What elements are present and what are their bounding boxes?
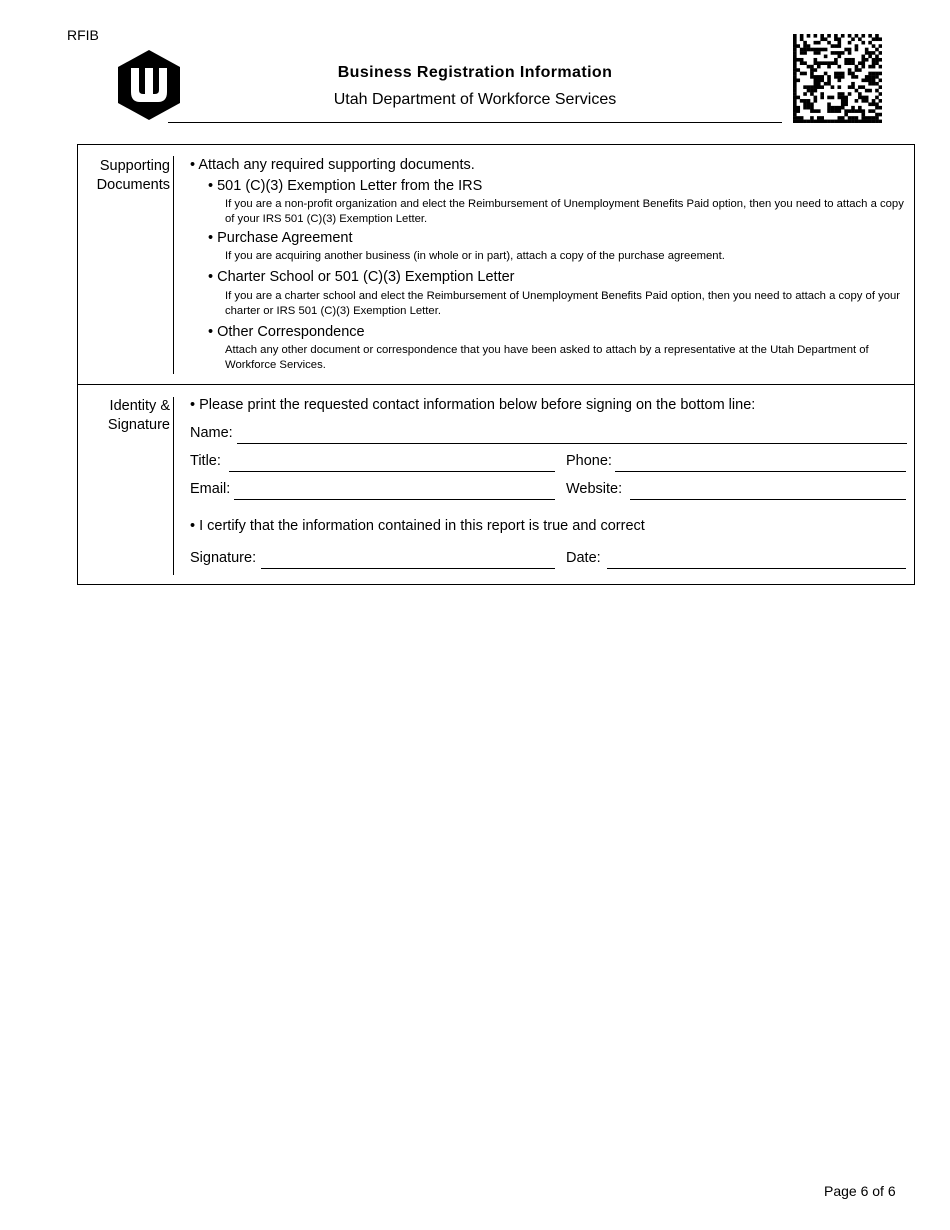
email-label: Email: <box>190 481 231 497</box>
page-subtitle: Utah Department of Workforce Services <box>333 91 617 108</box>
signature-field[interactable] <box>261 568 555 569</box>
title-label: Title: <box>190 453 221 469</box>
page-number: Page 6 of 6 <box>824 1183 896 1199</box>
doc-item-title: • Other Correspondence <box>208 324 365 340</box>
email-field[interactable] <box>234 499 555 500</box>
header-divider <box>168 122 782 123</box>
doc-item-description: If you are acquiring another business (in whole or in part), attach a copy of the purchase agreement. <box>225 250 725 262</box>
2d-barcode-icon <box>793 34 882 123</box>
identity-label-line1: Identity & <box>109 398 170 414</box>
supporting-documents-label-line2: Documents <box>96 177 170 193</box>
identity-label-line2: Signature <box>107 417 170 433</box>
doc-item-title-text: Purchase Agreement <box>217 230 353 246</box>
dws-logo-icon <box>118 50 180 120</box>
phone-field[interactable] <box>615 471 906 472</box>
doc-item-description: If you are a non-profit organization and elect the Reimbursement of Unemployment Benefits Paid option, then you need to attach a copy of your IRS 501 (C)(3) Exemption Letter. <box>225 198 904 225</box>
website-label: Website: <box>566 481 623 497</box>
doc-item-description: If you are a charter school and elect the Reimbursement of Unemployment Benefits Paid option, then you need to attach a copy of your charter or IRS 501 (C)(3) Exemption Letter. <box>225 290 901 317</box>
certification-text: I certify that the information contained in this report is true and correct <box>199 518 645 534</box>
identity-signature-rule <box>173 397 174 575</box>
doc-item-title-text: Charter School or 501 (C)(3) Exemption Letter <box>217 269 515 285</box>
doc-item-title: • 501 (C)(3) Exemption Letter from the IRS <box>208 178 483 194</box>
contact-instruction: • Please print the requested contact information below before signing on the bottom line: <box>190 397 756 413</box>
supporting-documents-label <box>97 157 170 195</box>
title-field[interactable] <box>229 471 555 472</box>
form-code: RFIB <box>67 27 99 43</box>
phone-label: Phone: <box>566 453 612 469</box>
contact-instruction-text: Please print the requested contact information below before signing on the bottom line: <box>199 397 756 413</box>
doc-item-title: • Purchase Agreement <box>208 230 353 246</box>
website-field[interactable] <box>630 499 906 500</box>
doc-item-title: • Charter School or 501 (C)(3) Exemption Letter <box>208 269 515 285</box>
supporting-intro-text: Attach any required supporting documents. <box>198 157 475 173</box>
doc-item-title-text: Other Correspondence <box>217 324 365 340</box>
doc-item-title-text: 501 (C)(3) Exemption Letter from the IRS <box>217 178 483 194</box>
section-divider <box>77 384 915 385</box>
doc-item-description: Attach any other document or correspondence that you have been asked to attach by a representative at the Utah Department of Workforce Services. <box>225 344 869 371</box>
identity-signature-label <box>108 397 170 435</box>
supporting-intro: • Attach any required supporting documents. <box>190 157 475 173</box>
supporting-documents-label-line1: Supporting <box>99 158 170 174</box>
page-title: Business Registration Information <box>337 64 613 81</box>
date-label: Date: <box>566 550 601 566</box>
signature-label: Signature: <box>190 550 257 566</box>
date-field[interactable] <box>607 568 906 569</box>
name-label: Name: <box>190 425 233 441</box>
supporting-documents-rule <box>173 156 174 374</box>
name-field[interactable] <box>237 443 907 444</box>
certification-statement: • I certify that the information contained in this report is true and correct <box>190 518 645 534</box>
